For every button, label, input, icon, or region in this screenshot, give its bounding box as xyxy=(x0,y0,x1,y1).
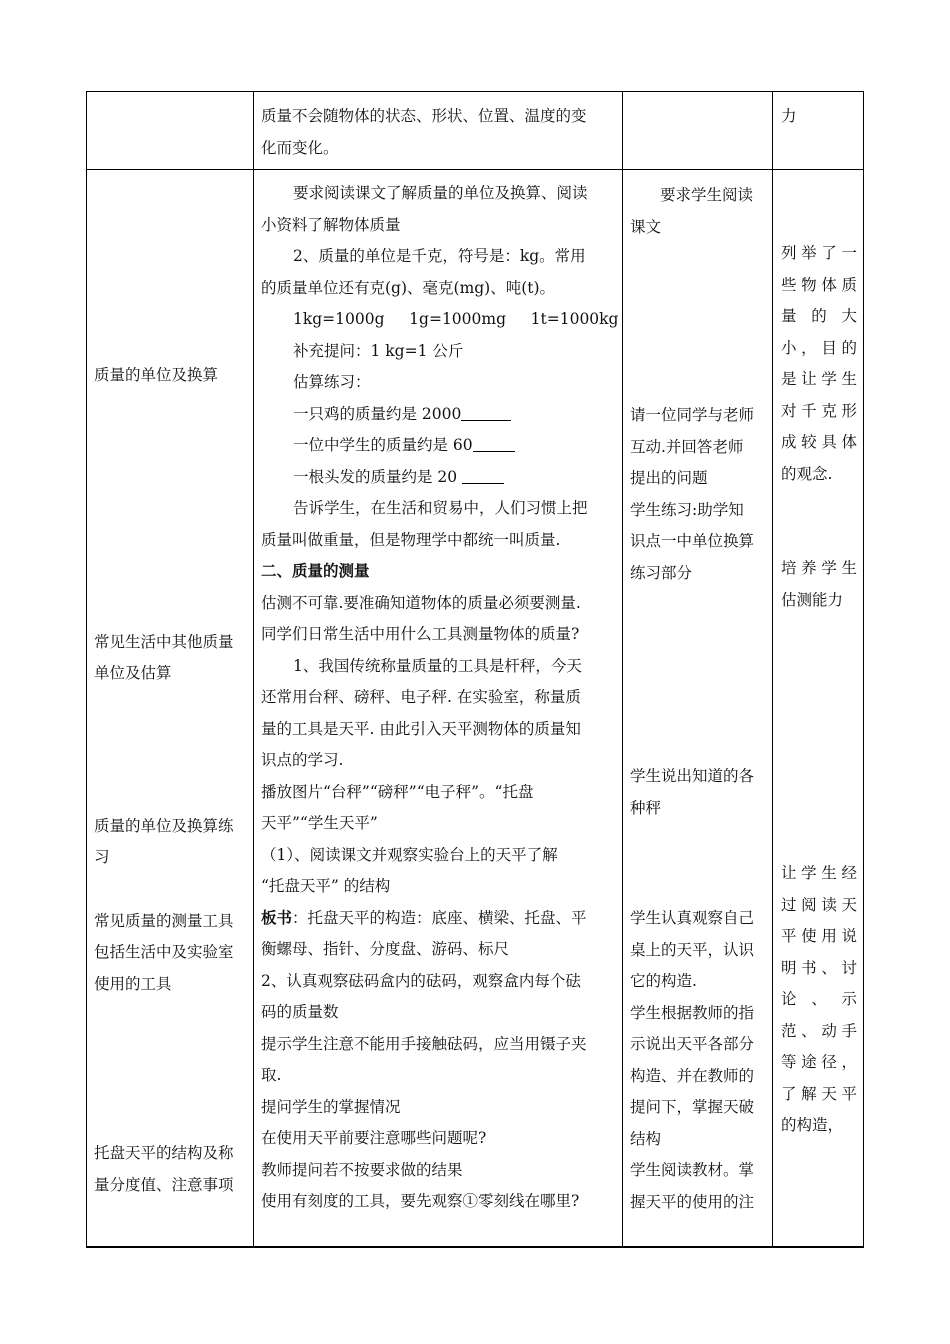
table-row xyxy=(87,92,864,170)
topic-unit-conversion: 质量的单位及换算 xyxy=(94,366,219,384)
blank-line xyxy=(461,404,511,421)
student-activity-cell xyxy=(623,92,773,170)
topic-conversion-practice: 质量的单位及换算练 xyxy=(94,816,234,835)
content-cell: 质量不会随物体的状态、形状、位置、温度的变 化而变化。 xyxy=(254,92,623,170)
topic-cell xyxy=(87,92,254,170)
blank-line xyxy=(462,467,504,484)
lesson-plan-table xyxy=(86,91,864,1248)
student-activity-cell: 要求学生阅读 课文 请一位同学与老师 互动.并回答老师 提出的问题 学生练习:助学知 识点一中单位换算 练习部分 学生说出知道的各 种秤 学生认真观察自己 桌上的天平，认识 它的构造. 学生根据教师的指 示说出天平各部分 构造、并在教师的 提问下，掌握天破 结构 学生阅读教材。掌 握天平的使用的注 xyxy=(623,170,773,1247)
topic-measuring-tools: 常见质量的测量工具 xyxy=(94,911,234,930)
intent-cell: 力 xyxy=(773,92,864,170)
topic-tray-balance: 托盘天平的结构及称 xyxy=(94,1144,234,1162)
section-heading: 二、质量的测量 xyxy=(261,562,370,580)
table-row xyxy=(87,170,864,1247)
content-cell: 要求阅读课文了解质量的单位及换算、阅读 小资料了解物体质量 2、质量的单位是千克，符号是：kg。常用 的质量单位还有克(g)、毫克(mg)、吨(t)。 1kg=1000g 1g=1000mg 1t=1000kg 补充提问：1 kg=1 公斤 估算练习： 一只鸡的质量约是 2000 一位中学生的质量约是 60 一根头发的质量约是 20 告诉学生，在生活和贸易中，人们习惯上把 质量叫做重量，但是物理学中都统一叫质量. 二、质量的测量 估测不可靠.要准确知道物体的质量必须要测量. 同学们日常生活中用什么工具测量物体的质量? 1、我国传统称量质量的工具是杆秤，今天 还常用台秤、磅秤、电子秤. 在实验室，称量质 量的工具是天平. 由此引入天平测物体的质量知 识点的学习. 播放图片“台秤”“磅秤”“电子秤”。“托盘 天平”“学生天平” （1）、阅读课文并观察实验台上的天平了解 “托盘天平” 的结构 板书：托盘天平的构造：底座、横梁、托盘、平 衡螺母、指针、分度盘、游码、标尺 2、认真观察砝码盒内的砝码，观察盒内每个砝 码的质量数 提示学生注意不能用手接触砝码，应当用镊子夹 取. 提问学生的掌握情况 在使用天平前要注意哪些问题呢? 教师提问若不按要求做的结果 使用有刻度的工具，要先观察①零刻线在哪里? xyxy=(254,170,623,1247)
blackboard-label: 板书 xyxy=(261,908,293,927)
topic-other-units: 常见生活中其他质量 xyxy=(94,632,234,651)
intent-cell: 列举了一 些物体质 量 的 大 小，目的 是让学生 对千克形 成较具体 的观念. 培养学生 估测能力 让学生经 过阅读天 平使用说 明书、讨 论 、 示 范、动手 等途径， 了解天平 的构造， xyxy=(773,170,864,1247)
blank-line xyxy=(473,436,515,453)
topic-cell: 质量的单位及换算 常见生活中其他质量 单位及估算 质量的单位及换算练 习 常见质量的测量工具 包括生活中及实验室 使用的工具 托盘天平的结构及称 量分度值、注意事项 xyxy=(87,170,254,1247)
